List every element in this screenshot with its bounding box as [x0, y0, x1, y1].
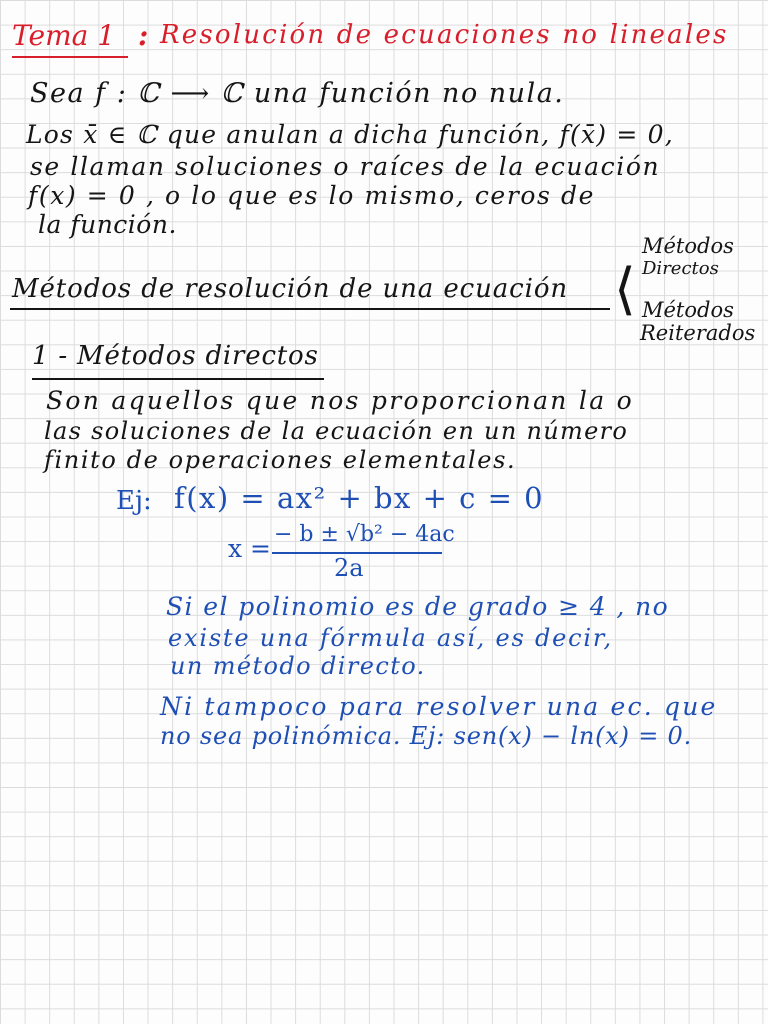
method-option-2-line-2: Reiterados [640, 321, 756, 345]
title-text: Resolución de ecuaciones no lineales [160, 20, 729, 50]
section-1-heading: 1 - Métodos directos [32, 341, 319, 371]
intro-line-5: la función. [38, 210, 177, 239]
intro-line-3: se llaman soluciones o raíces de la ecuación [30, 152, 661, 181]
section-1-def-line-2: las soluciones de la ecuación en un número [44, 417, 629, 445]
quadratic-numerator: − b ± √b² − 4ac [274, 522, 455, 547]
section-1-underline [32, 378, 324, 380]
intro-line-4: f(x) = 0 , o lo que es lo mismo, ceros de [28, 181, 596, 210]
intro-line-2: Los x̄ ∈ ℂ que anulan a dicha función, f(x̄) = 0, [26, 120, 674, 149]
title-tema: Tema 1 [12, 19, 116, 52]
example-equation: f(x) = ax² + bx + c = 0 [174, 481, 545, 515]
title-colon: : [138, 19, 149, 52]
quadratic-denominator: 2a [334, 554, 364, 582]
note-line-2: existe una fórmula así, es decir, [168, 624, 613, 652]
note-line-1: Si el polinomio es de grado ≥ 4 , no [166, 592, 670, 621]
section-1-def-line-1: Son aquellos que nos proporcionan la o [46, 386, 635, 415]
method-option-1-line-1: Métodos [642, 234, 734, 258]
title-tema-underline [12, 56, 128, 58]
methods-brace: ⟨ [614, 257, 636, 322]
quadratic-x-equals: x = [228, 534, 271, 563]
example-label: Ej: [116, 486, 152, 516]
section-1-def-line-3: finito de operaciones elementales. [44, 446, 517, 474]
note-line-5: no sea polinómica. Ej: sen(x) − ln(x) = 0. [160, 722, 693, 750]
method-option-2-line-1: Métodos [642, 298, 734, 322]
note-line-3: un método directo. [170, 652, 426, 680]
note-line-4: Ni tampoco para resolver una ec. que [160, 692, 718, 721]
methods-heading: Métodos de resolución de una ecuación [12, 274, 569, 304]
methods-heading-underline [10, 308, 610, 310]
method-option-1-line-2: Directos [642, 258, 719, 279]
intro-line-1: Sea f : ℂ ⟶ ℂ una función no nula. [30, 78, 565, 109]
